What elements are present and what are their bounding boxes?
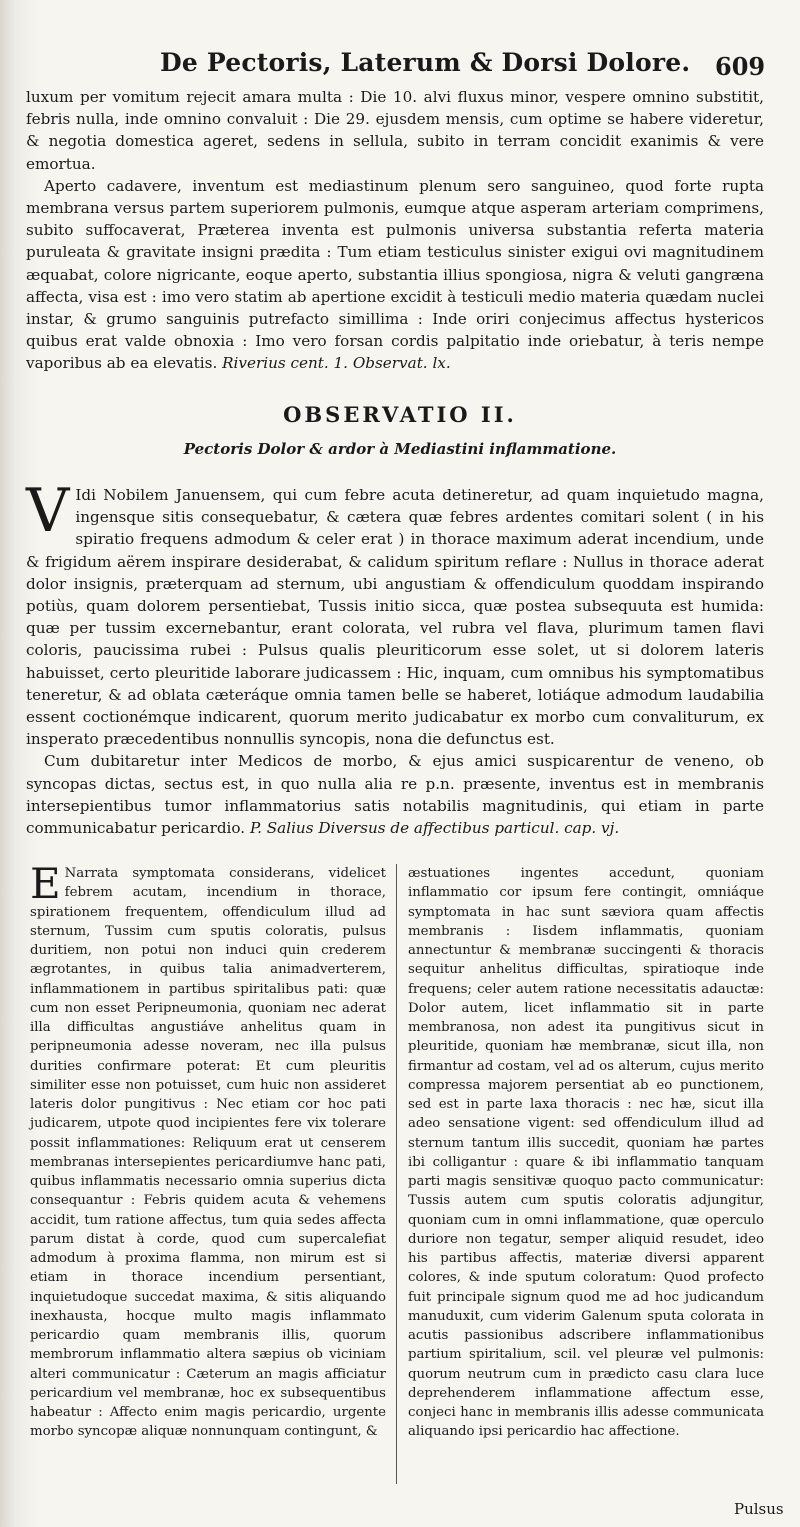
citation: P. Salius Diversus de affectibus particul. cap. vj. <box>249 819 620 838</box>
paragraph: luxum per vomitum rejecit amara multa : Die 10. alvi fluxus minor, vespere omnino substitit, febris nulla, inde omnino convaluit : Die 29. ejusdem mensis, cum optime se habere videretur, & negotia domestica ageret, sedens in sellula, subito in terram concidit exanimis & vere emortua. <box>26 88 764 173</box>
paragraph-text: Narrata symptomata considerans, videlicet febrem acutam, incendium in thorace, spirationem frequentem, offendiculum illud ad sternum, Tussim cum sputis coloratis, pulsus duritiem, non potui non induci quin crederem ægrotantes, in quibus talia animadverterem, inflammationem in partibus spiritalibus pati: quæ cum non esset Peripneumonia, quoniam nec aderat illa difficultas angustiáve anhelitus quam in peripneumonia adesse noveram, nec illa pulsus durities confirmare poterat: Et cum pleuritis similiter esse non potuisset, cum huic non assideret lateris dolor pungitivus : Nec etiam cor hoc pati judicarem, utpote quod incipientes fere vix tolerare possit inflammationes: Reliquum erat ut censerem membranas intersepientes pericardiumve hanc pati, quibus inflammatis necessario omnia superius dicta consequantur : Febris quidem acuta & vehemens accidit, tum ratione affectus, tum quia sedes affecta parum distat à corde, quod cum supercalefiat admodum à proxima flamma, non mirum est si etiam in thorace incendium persentiant, inquietudoque succedat maxima, & sitis aliquando inexhausta, hocque multo magis inflammato pericardio quam membranis illis, quorum membrorum inflammatio altera sæpius ob viciniam alteri communicatur : Cæterum an magis afficiatur pericardium vel membranæ, hoc ex subsequentibus habeatur : Affecto enim magis pericardio, urgente morbo syncopæ aliquæ nonnunquam contingunt, & <box>30 866 386 1440</box>
catchword: Pulsus <box>734 1500 784 1518</box>
continued-observation-text <box>26 86 764 375</box>
commentary-columns <box>30 859 778 1492</box>
citation: Riverius cent. 1. Observat. lx. <box>222 354 451 373</box>
page-number: 609 <box>715 52 766 81</box>
paragraph-text: Cum dubitaretur inter Medicos de morbo, & ejus amici suspicarentur de veneno, ob syncopas dictas, sectus est, in quo nulla alia re p.n. præsente, inventus est in membranis intersepientibus tumor inflammatorius satis notabilis magnitudinis, qui etiam in parte communicabatur pericardio. <box>26 752 764 838</box>
drop-cap: V <box>26 476 70 546</box>
paragraph-text: Aperto cadavere, inventum est mediastinum plenum sero sanguineo, quod forte rupta membrana versus partem superiorem pulmonis, eumque atque asperam arteriam comprimens, subito suffocaverat, Præterea inventa est pulmonis universa substantia referta materia puruleata & gravitate insigni prædita : Tum etiam testiculus sinister exigui ovi magnitudinem æquabat, colore nigricante, eoque aperto, substantia illius spongiosa, nigra & veluti gangræna affecta, visa est : imo vero statim ab apertione excidit à testiculi medio materia quædam nuclei instar, & grumo sanguinis putrefacto simillima : Inde oriri conjecimus affectus hystericos quibus erat valde obnoxia : Imo vero forsan cordis palpitatio inde oriebatur, à teris nempe vaporibus ab ea elevatis. <box>26 176 764 373</box>
commentary-paragraph <box>30 859 386 1442</box>
column-divider <box>396 864 397 1484</box>
page-header <box>0 48 800 88</box>
observation-heading: OBSERVATIO II. <box>283 402 517 427</box>
commentary-right-column <box>408 864 764 1442</box>
paragraph-text: Idi Nobilem Januensem, qui cum febre acuta detineretur, ad quam inquietudo magna, ingensque sitis consequebatur, & cætera quæ febres ardentes comitari solent ( in his spiratio frequens admodum & celer erat ) in thorace maximum aderat incendium, unde & frigidum aërem inspirare desiderabat, & calidum spiritum reflare : Nullus in thorace aderat dolor insignis, præterquam ad sternum, ubi angustiam & offendiculum quoddam inspirando potiùs, quam dolorem persentiebat, Tussis initio sicca, quæ postea subsequuta est humida: quæ per tussim excernebantur, erant colorata, vel rubra vel flava, plurimum tamen flavi coloris, paucissima rubei : Pulsus qualis pleuriticorum esse solet, ut si dolorem lateris habuisset, certo pleuritide laborare judicassem : Hic, inquam, cum omnibus his symptomatibus teneretur, & ad oblata cæteráque omnia tamen belle se haberet, lotiáque admodum laudabilia essent coctionémque indicarent, quorum merito judicabatur ex morbo cum convaliturum, ex insperato præcedentibus nonnullis syncopis, nona die defunctus est. <box>26 486 764 749</box>
observation-subheading: Pectoris Dolor & ardor à Mediastini inflammatione. <box>183 440 617 458</box>
running-title: De Pectoris, Laterum & Dorsi Dolore. <box>160 48 691 77</box>
autopsy-paragraph <box>26 175 764 375</box>
drop-cap: E <box>30 859 61 908</box>
observation-paragraph <box>26 476 764 750</box>
commentary-paragraph: æstuationes ingentes accedunt, quoniam inflammatio cor ipsum fere contingit, omniáque symptomata in hac sunt sæviora quam affectis membranis : Iisdem inflammatis, quoniam annectuntur & membranæ succingenti & thoracis sequitur anhelitus difficultas, spiratioque inde frequens; celer autem ratione necessitatis adauctæ: Dolor autem, licet inflammatio sit in parte membranosa, non adest ita pungitivus sicut in pleuritide, quoniam hæ membranæ, sicut illa, non firmantur ad costam, vel ad os alterum, cujus merito compressa majorem persentiat ab eo punctionem, sed est in parte laxa thoracis : nec hæ, sicut illa adeo sensatione vigent: sed offendiculum illud ad sternum tantum illis succedit, quoniam hæ partes ibi colligantur : quare & ibi inflammatio tanquam parti magis sensitivæ quoquo pacto communicatur: Tussis autem cum sputis coloratis adjungitur, quoniam cum in omni inflammatione, quæ operculo duriore non tegatur, semper aliquid resudet, ideo his partibus affectis, materiæ diversi apparent colores, & inde sputum coloratum: Quod profecto fuit principale signum quod me ad hoc judicandum manuduxit, cum viderim Galenum sputa colorata in acutis passionibus adscribere inflammationibus partium spiritalium, scil. vel pleuræ vel pulmonis: quorum neutrum cum in prædicto casu clara luce deprehenderem inflammatione affectum esse, conjeci hanc in membranis illis adesse communicata aliquando ipsi pericardio hac affectione. <box>408 866 764 1440</box>
observation-text <box>26 476 764 839</box>
dissection-paragraph <box>26 750 764 839</box>
commentary-left-column <box>30 859 386 1442</box>
